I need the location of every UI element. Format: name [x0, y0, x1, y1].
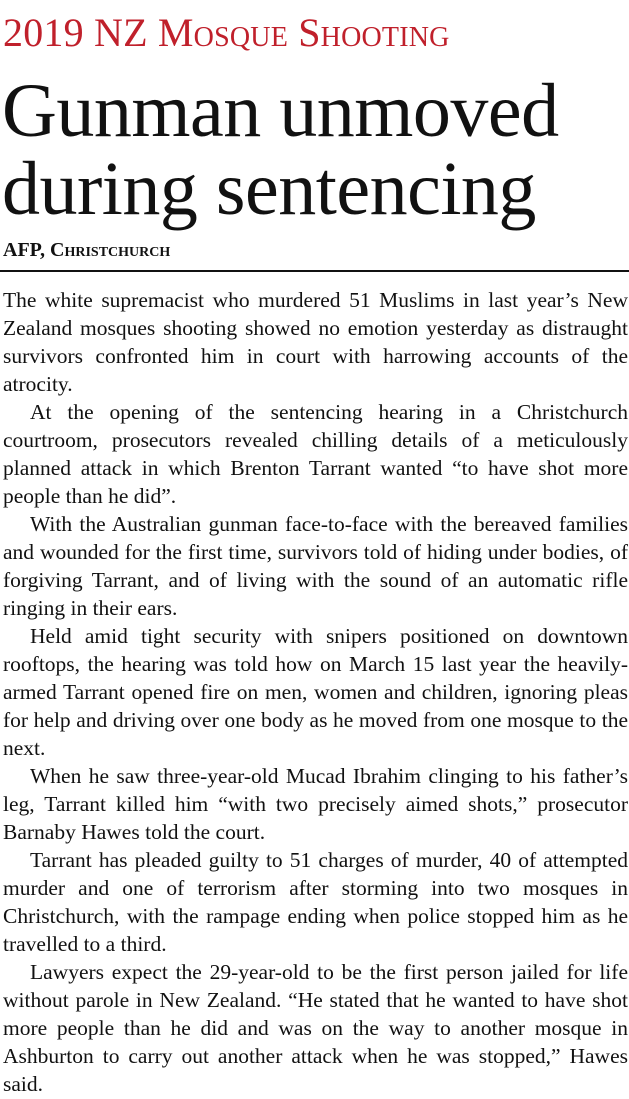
article-body — [3, 286, 628, 1098]
paragraph-7: Lawyers expect the 29-year-old to be the first person jailed for life without parole in New Zealand. “He stated that he wanted to have shot more people than he did and was on the way to another mosque in Ashburton to carry out another attack when he was stopped,” Hawes said. — [3, 960, 628, 1096]
paragraph-3: With the Australian gunman face-to-face with the bereaved families and wounded for the first time, survivors told of hiding under bodies, of forgiving Tarrant, and of living with the sound of an automatic rifle ringing in their ears. — [3, 512, 628, 620]
headline-line-1: Gunman unmoved — [2, 69, 559, 153]
paragraph-5: When he saw three-year-old Mucad Ibrahim clinging to his father’s leg, Tarrant killed him “with two precisely aimed shots,” prosecutor Barnaby Hawes told the court. — [3, 764, 628, 844]
divider-rule — [0, 270, 629, 272]
paragraph-6: Tarrant has pleaded guilty to 51 charges of murder, 40 of attempted murder and one of terrorism after storming into two mosques in Christchurch, with the rampage ending when police stopped him as he travelled to a third. — [3, 848, 628, 956]
paragraph-1: The white supremacist who murdered 51 Muslims in last year’s New Zealand mosques shooting showed no emotion yesterday as distraught survivors confronted him in court with harrowing accounts of the atrocity. — [3, 288, 628, 396]
section-kicker: 2019 NZ Mosque Shooting — [3, 10, 450, 55]
headline — [2, 69, 627, 231]
headline-line-2: during sentencing — [2, 147, 536, 231]
byline: AFP, Christchurch — [3, 239, 171, 261]
paragraph-4: Held amid tight security with snipers positioned on downtown rooftops, the hearing was told how on March 15 last year the heavily-armed Tarrant opened fire on men, women and children, ignoring pleas for help and driving over one body as he moved from one mosque to the next. — [3, 624, 628, 760]
paragraph-2: At the opening of the sentencing hearing in a Christchurch courtroom, prosecutors revealed chilling details of a meticulously planned attack in which Brenton Tarrant wanted “to have shot more people than he did”. — [3, 400, 628, 508]
